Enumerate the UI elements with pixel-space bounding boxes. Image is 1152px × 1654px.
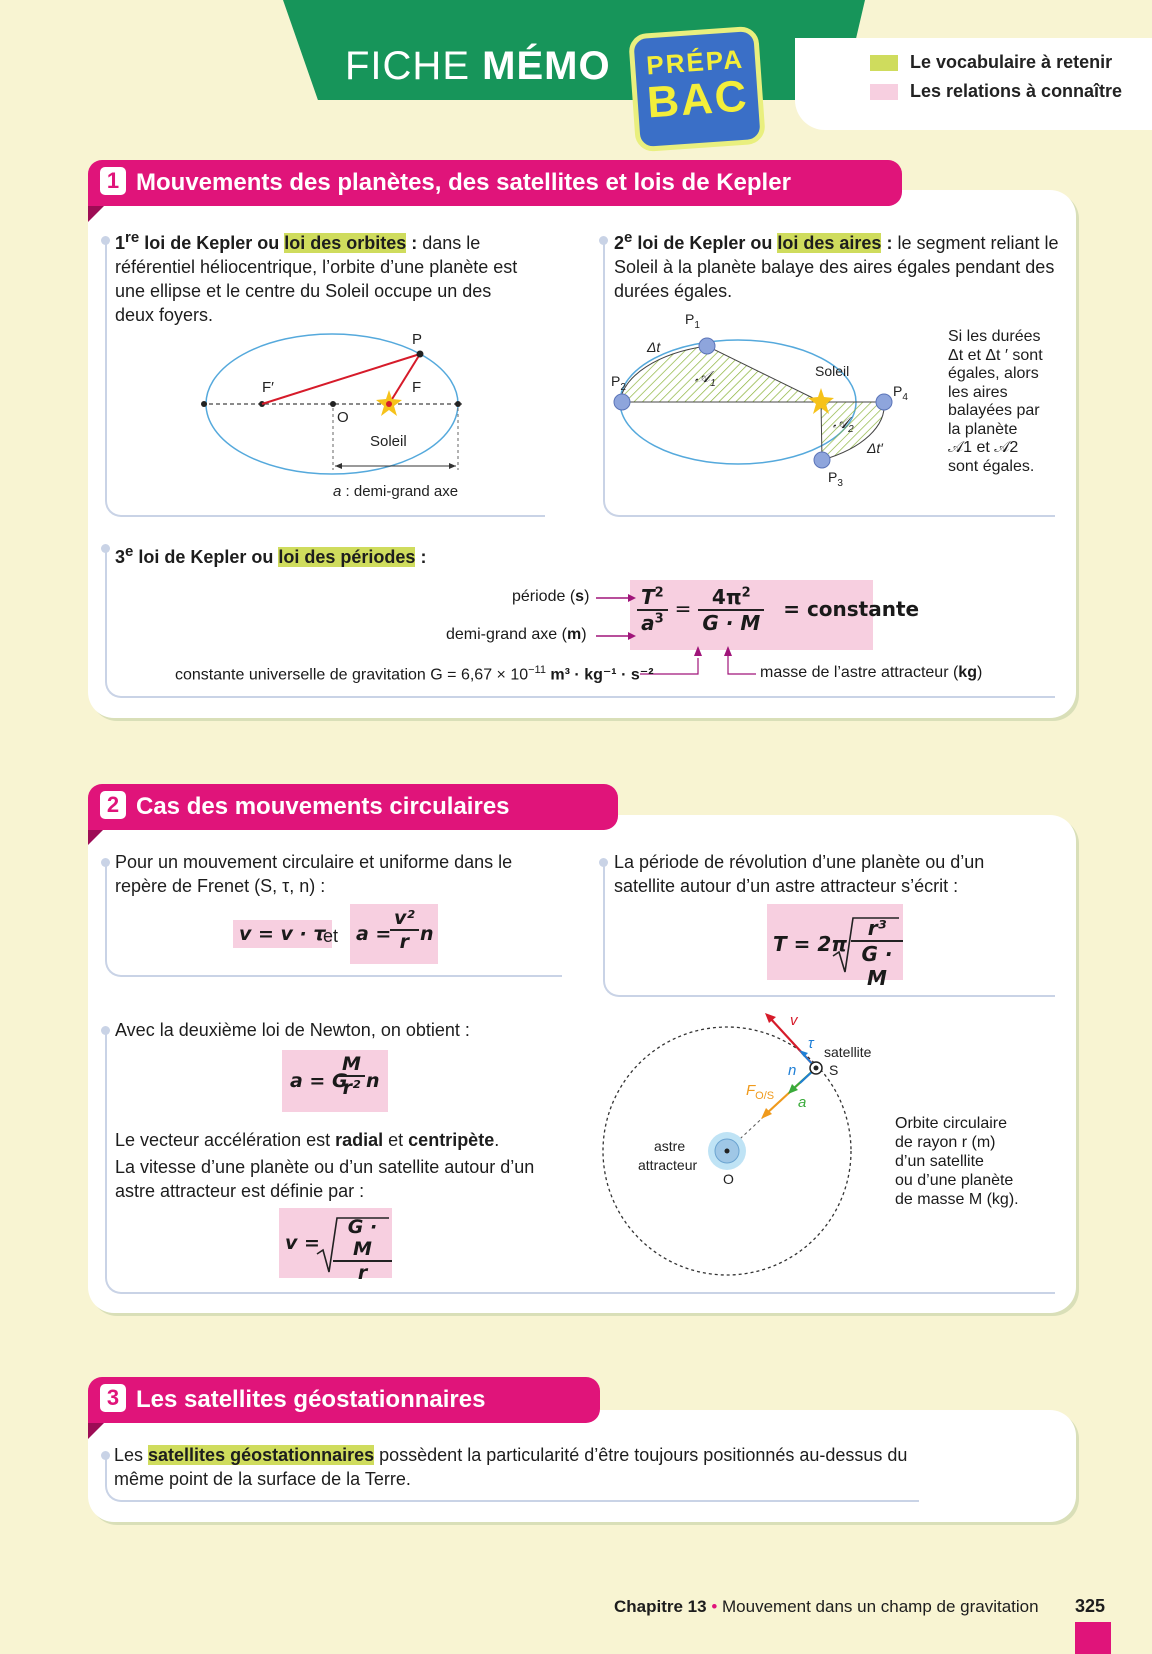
label-soleil: Soleil xyxy=(370,433,407,450)
bullet-dot xyxy=(599,236,608,245)
orbit-note: Orbite circulaire de rayon r (m) d’un satellite ou d’une planète de masse M (kg). xyxy=(895,1115,1019,1208)
orbital-speed-formula: v = $\frac{G \cdot M}{r}$ xyxy=(279,1208,392,1278)
velocity-frenet-formula: v = v · τ xyxy=(233,920,332,948)
bullet-dot xyxy=(101,544,110,553)
bullet-dot xyxy=(101,1026,110,1035)
bullet-dot xyxy=(101,1451,110,1460)
section1-heading: 1 Mouvements des planètes, des satellites et lois de Kepler xyxy=(88,160,902,206)
section3-heading: 3 Les satellites géostationnaires xyxy=(88,1377,600,1423)
label-f-prime: F′ xyxy=(262,379,274,396)
section1-fold xyxy=(88,206,104,222)
mass-arrow xyxy=(720,640,760,680)
legend-label-vocabulary: Le vocabulaire à retenir xyxy=(910,52,1113,72)
ellipse-orbit-diagram xyxy=(190,330,480,510)
label-p2: $P_2$ xyxy=(611,373,626,393)
kepler3-formula: $\frac{T^2}{a^3}$ = $\frac{4\pi^2}{G \cdot M}$ = constante xyxy=(637,585,919,635)
footer-chapter: Chapitre 13 • Mouvement dans un champ de gravitation xyxy=(614,1597,1039,1616)
center-o-label: O xyxy=(723,1171,734,1187)
label-et: et xyxy=(323,926,339,946)
vector-n-label: n xyxy=(788,1062,797,1079)
vector-tau-label: τ xyxy=(808,1035,814,1052)
circular-orbit-diagram xyxy=(600,1005,900,1275)
label-p: P xyxy=(412,331,423,348)
acceleration-description: Le vecteur accélération est radial et centripète. xyxy=(115,1130,500,1150)
force-label: $F_{O/S}$ xyxy=(746,1082,775,1102)
law1-text: 1re loi de Kepler ou loi des orbites : dans le référentiel héliocentrique, l’orbite d’une planète est une ellipse et le centre du Soleil occupe un des deux foyers. xyxy=(115,229,518,325)
areas-note: Si les durées Δt et Δt ′ sont égales, alors les aires balayées par la planète 𝒜1 et 𝒜2 sont égales. xyxy=(948,328,1043,475)
areas-law-diagram xyxy=(611,310,935,495)
gravitation-constant: constante universelle de gravitation $G = 6,67 \times 10^{-11}$ m³ · kg⁻¹ · s⁻² xyxy=(175,664,654,684)
legend-swatch-relations xyxy=(870,84,898,100)
vector-v-label: v xyxy=(790,1012,798,1029)
law3-text: 3e loi de Kepler ou loi des périodes : xyxy=(115,543,427,567)
label-o: O xyxy=(337,409,349,426)
label-mass: masse de l’astre attracteur (kg) xyxy=(760,664,983,681)
label-p4: $P_4$ xyxy=(893,383,908,403)
frenet-text: Pour un mouvement circulaire et uniforme dans le repère de Frenet (S, τ, n) : xyxy=(115,852,513,896)
period-text: La période de révolution d’une planète ou d’un satellite autour d’un astre attracteur s’écrit : xyxy=(614,852,985,896)
label-area1: 𝒜$_1$ xyxy=(695,369,716,389)
law2-text: 2e loi de Kepler ou loi des aires : le segment reliant le Soleil à la planète balaye des aires égales pendant des durées égales. xyxy=(614,229,1059,301)
speed-text: La vitesse d’une planète ou d’un satellite autour d’un astre attracteur est définie par : xyxy=(115,1157,535,1201)
bullet-dot xyxy=(101,858,110,867)
section2-heading: 2 Cas des mouvements circulaires xyxy=(88,784,618,830)
prepa-bac-badge: PRÉPA BAC xyxy=(628,26,766,153)
newton-acceleration-formula: a = G $\frac{M}{\text{r²}}$ n xyxy=(282,1050,388,1112)
bullet-dot xyxy=(101,236,110,245)
section3-fold xyxy=(88,1423,104,1439)
legend-label-relations: Les relations à connaître xyxy=(910,81,1123,101)
legend-swatch-vocabulary xyxy=(870,55,898,71)
label-soleil-2: Soleil xyxy=(815,363,850,379)
section2-fold xyxy=(88,829,104,845)
label-dt: Δt xyxy=(647,339,661,355)
vector-a-label: a xyxy=(798,1094,807,1111)
label-p1: $P_1$ xyxy=(685,311,700,331)
page-tab-marker xyxy=(1075,1622,1111,1654)
astre-label-2: attracteur xyxy=(638,1157,698,1173)
label-dt-prime: Δt′ xyxy=(867,440,883,456)
satellite-s-label: S xyxy=(829,1062,839,1078)
label-f: F xyxy=(412,379,422,396)
label-p3: $P_3$ xyxy=(828,469,843,489)
astre-label-1: astre xyxy=(654,1138,686,1154)
label-semi-axis: demi-grand axe (m) xyxy=(446,626,587,643)
label-period: période (s) xyxy=(512,588,590,605)
period-formula: T = 2π $\frac{\text{r³}}{G \cdot M}$ xyxy=(767,904,903,980)
page-number: 325 xyxy=(1075,1596,1106,1616)
newton-text: Avec la deuxième loi de Newton, on obtient : xyxy=(115,1020,470,1040)
page-title: FICHE MÉMO xyxy=(345,44,611,88)
geostationary-text: Les satellites géostationnaires possèdent la particularité d’être toujours positionnés au-dessus du même point de la surface de la Terre. xyxy=(114,1445,908,1489)
label-semi-major-axis: a : demi-grand axe xyxy=(333,483,459,500)
acceleration-frenet-formula: a = $\frac{\text{v²}}{r}$ n xyxy=(350,904,438,964)
bullet-dot xyxy=(599,858,608,867)
satellite-label: satellite xyxy=(824,1044,872,1060)
label-area2: 𝒜$_2$ xyxy=(833,415,854,435)
